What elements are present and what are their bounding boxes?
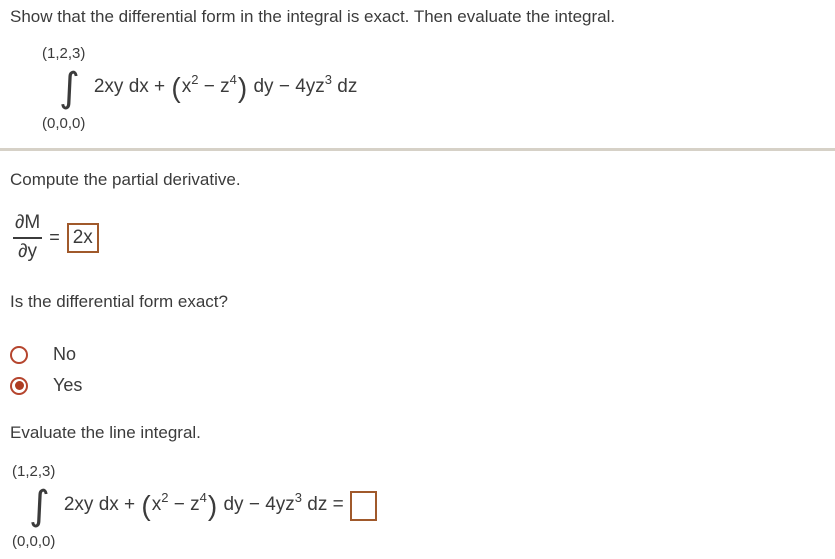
partial-fraction: [13, 212, 42, 263]
exponent: 4: [229, 72, 237, 87]
radio-button-no[interactable]: [10, 346, 28, 364]
fraction-denominator: ∂y: [18, 241, 38, 262]
radio-option-no[interactable]: [10, 344, 76, 365]
equals-sign: =: [49, 227, 60, 247]
expr-part: 2xy dx +: [63, 494, 141, 515]
exponent: 2: [161, 490, 169, 505]
section-divider: [0, 148, 835, 151]
expr-part: x: [181, 76, 192, 97]
radio-dot: [15, 381, 24, 390]
left-paren: (: [171, 72, 181, 103]
integral-display: [42, 45, 357, 133]
right-paren: ): [207, 490, 218, 521]
expr-part: dy − 4yz: [248, 76, 325, 97]
fraction-numerator: ∂M: [13, 212, 42, 239]
expr-part: − z: [198, 76, 230, 97]
question-prompt: Show that the differential form in the integral is exact. Then evaluate the integral.: [10, 7, 616, 26]
integrand-expression: [94, 72, 358, 104]
expr-part: 2xy dx +: [93, 76, 171, 97]
integral-row: [42, 63, 357, 113]
radio-label-yes[interactable]: Yes: [53, 375, 83, 395]
exact-form-question: Is the differential form exact?: [10, 292, 228, 311]
integral-sign: ∫: [29, 483, 50, 529]
expr-part: x: [151, 494, 162, 515]
integrand-expression: [64, 490, 344, 522]
evaluate-integral-prompt: Evaluate the line integral.: [10, 423, 201, 442]
exponent: 2: [191, 72, 199, 87]
partial-derivative-answer-box[interactable]: 2x: [67, 223, 99, 253]
integral-lower-limit: (0,0,0): [42, 115, 86, 132]
integral-row: [12, 481, 377, 531]
radio-button-yes[interactable]: [10, 377, 28, 395]
integral-upper-limit: (1,2,3): [12, 463, 56, 480]
expr-part: dz: [332, 76, 358, 97]
expr-part: − z: [168, 494, 200, 515]
exponent: 4: [199, 490, 207, 505]
line-integral-answer-box[interactable]: [350, 491, 377, 521]
integral-lower-limit: (0,0,0): [12, 533, 56, 550]
right-paren: ): [237, 72, 248, 103]
exponent: 3: [324, 72, 333, 87]
line-integral-equation: [12, 463, 377, 551]
partial-derivative-equation: [13, 212, 99, 263]
integral-upper-limit: (1,2,3): [42, 45, 86, 62]
expr-part: dz =: [302, 494, 344, 515]
expr-part: dy − 4yz: [218, 494, 295, 515]
radio-label-no[interactable]: No: [53, 344, 77, 364]
left-paren: (: [141, 490, 151, 521]
integral-sign: ∫: [59, 65, 80, 111]
exponent: 3: [294, 490, 303, 505]
radio-option-yes[interactable]: [10, 375, 82, 396]
compute-derivative-prompt: Compute the partial derivative.: [10, 170, 241, 189]
